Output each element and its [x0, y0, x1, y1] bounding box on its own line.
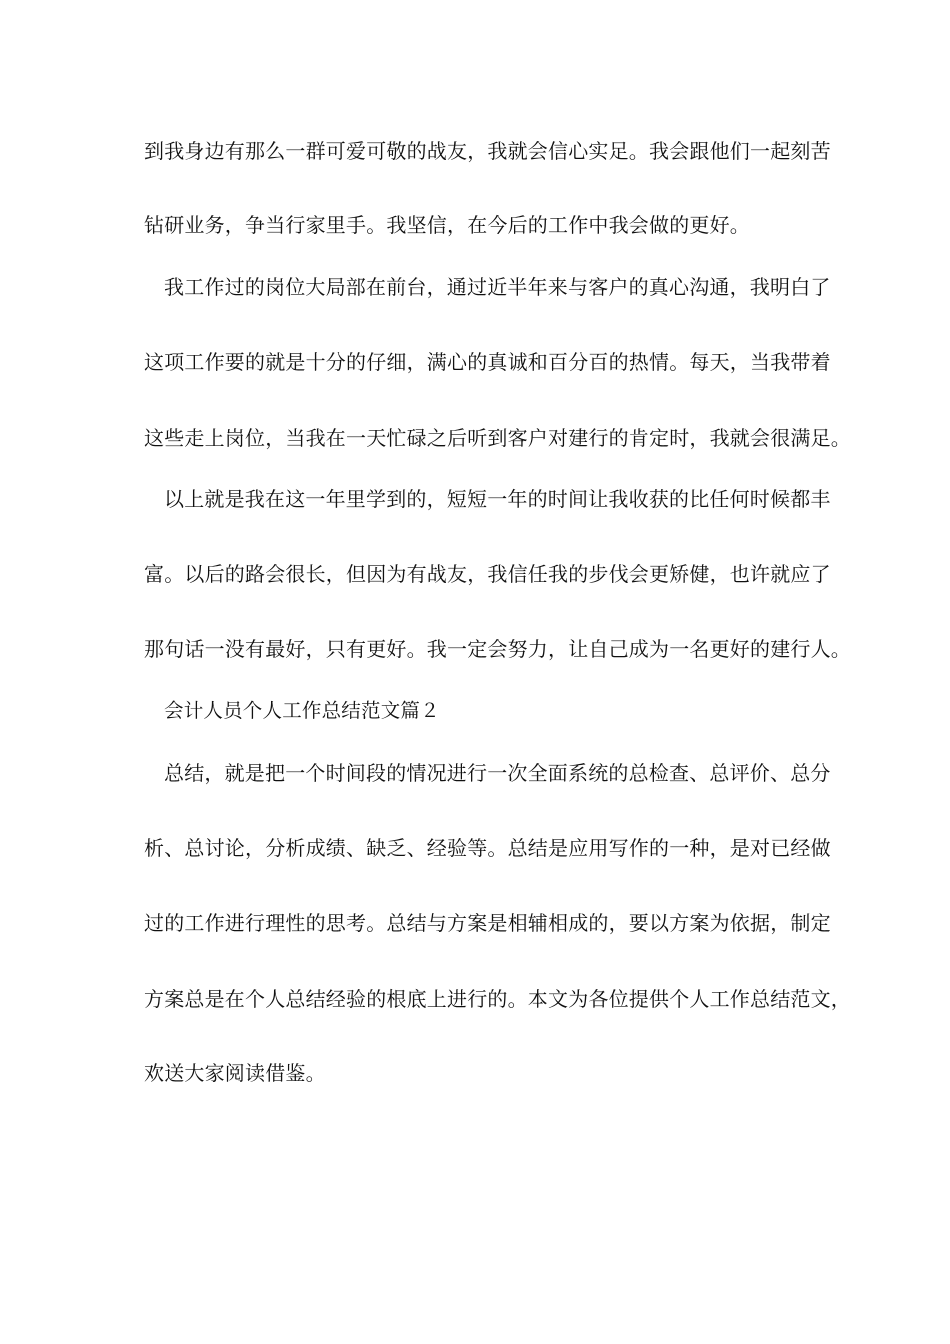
- paragraph-line: 那句话一没有最好，只有更好。我一定会努力，让自己成为一名更好的建行人。: [144, 637, 851, 661]
- paragraph-line: 析、总讨论，分析成绩、缺乏、经验等。总结是应用写作的一种，是对已经做: [144, 836, 831, 860]
- section-heading: 会计人员个人工作总结范文篇２: [164, 699, 440, 722]
- paragraph-line: 到我身边有那么一群可爱可敬的战友，我就会信心实足。我会跟他们一起刻苦: [144, 139, 831, 163]
- paragraph-line: 以上就是我在这一年里学到的，短短一年的时间让我收获的比任何时候都丰: [164, 487, 831, 511]
- paragraph-line: 总结，就是把一个时间段的情况进行一次全面系统的总检查、总评价、总分: [164, 761, 831, 785]
- paragraph-line: 我工作过的岗位大局部在前台，通过近半年来与客户的真心沟通，我明白了: [164, 275, 831, 299]
- paragraph-line: 这些走上岗位，当我在一天忙碌之后听到客户对建行的肯定时，我就会很满足。: [144, 426, 851, 450]
- paragraph-line: 钻研业务，争当行家里手。我坚信，在今后的工作中我会做的更好。: [144, 213, 750, 237]
- paragraph-line: 这项工作要的就是十分的仔细，满心的真诚和百分百的热情。每天，当我带着: [144, 350, 831, 374]
- paragraph-line: 欢送大家阅读借鉴。: [144, 1061, 326, 1085]
- paragraph-line: 富。以后的路会很长，但因为有战友，我信任我的步伐会更矫健，也许就应了: [144, 562, 831, 586]
- paragraph-line: 方案总是在个人总结经验的根底上进行的。本文为各位提供个人工作总结范文，: [144, 987, 851, 1011]
- paragraph-line: 过的工作进行理性的思考。总结与方案是相辅相成的，要以方案为依据，制定: [144, 911, 831, 935]
